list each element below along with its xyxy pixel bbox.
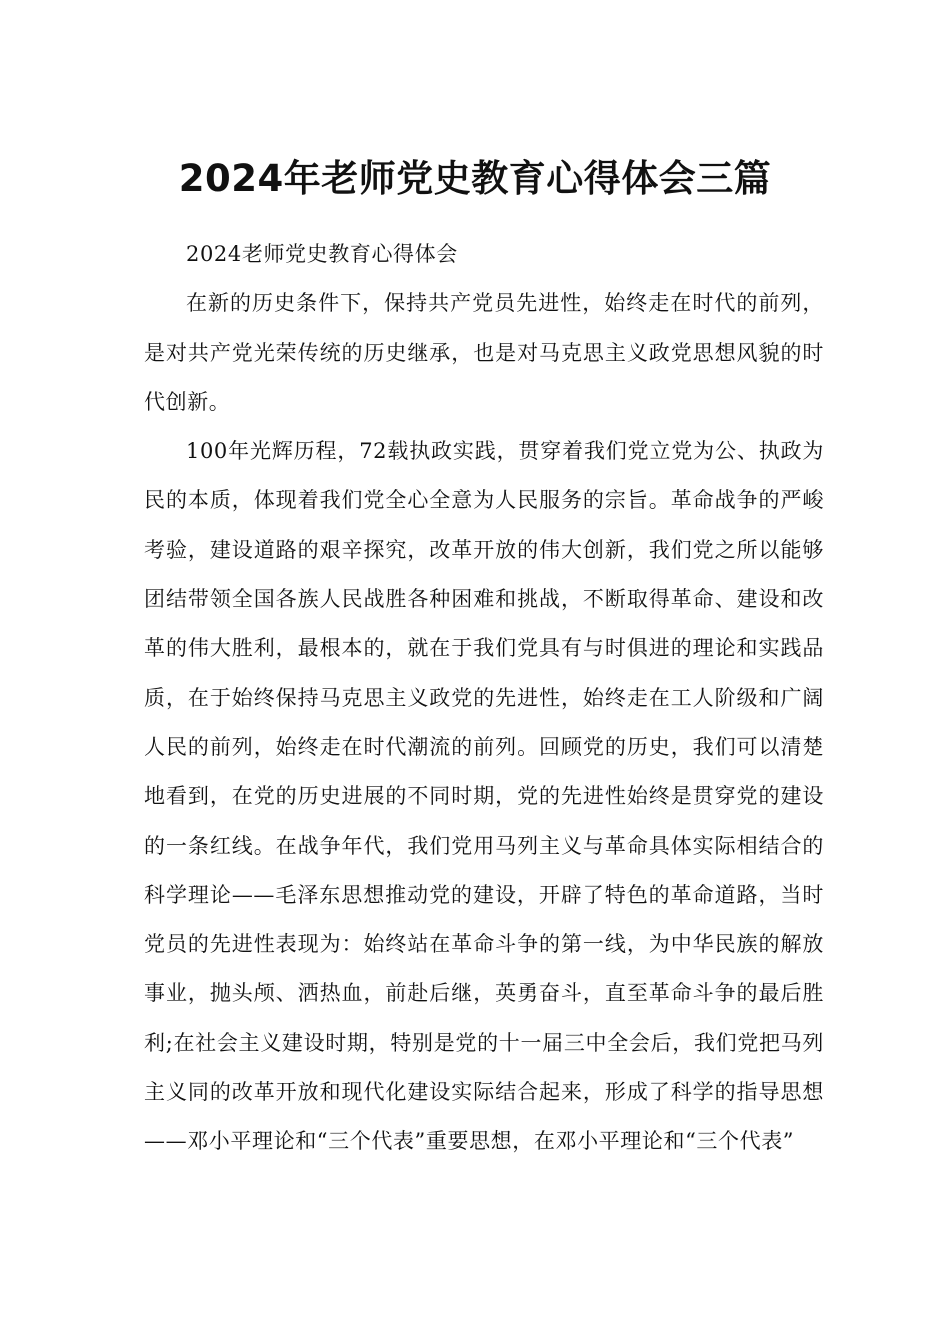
document-body bbox=[144, 230, 824, 1167]
paragraph-1: 在新的历史条件下，保持共产党员先进性，始终走在时代的前列，是对共产党光荣传统的历史继承，也是对马克思主义政党思想风貌的时代创新。 bbox=[144, 291, 824, 414]
document-title: 2024年老师党史教育心得体会三篇 bbox=[178, 156, 772, 200]
section-heading: 2024老师党史教育心得体会 bbox=[186, 242, 458, 266]
paragraph-2: 100年光辉历程，72载执政实践，贯穿着我们党立党为公、执政为民的本质，体现着我们党全心全意为人民服务的宗旨。革命战争的严峻考验，建设道路的艰辛探究，改革开放的伟大创新，我们党之所以能够团结带领全国各族人民战胜各种困难和挑战，不断取得革命、建设和改革的伟大胜利，最根本的，就在于我们党具有与时俱进的理论和实践品质，在于始终保持马克思主义政党的先进性，始终走在工人阶级和广阔人民的前列，始终走在时代潮流的前列。回顾党的历史，我们可以清楚地看到，在党的历史进展的不同时期，党的先进性始终是贯穿党的建设的一条红线。在战争年代，我们党用马列主义与革命具体实际相结合的科学理论——毛泽东思想推动党的建设，开辟了特色的革命道路，当时党员的先进性表现为：始终站在革命斗争的第一线，为中华民族的解放事业，抛头颅、洒热血，前赴后继，英勇奋斗，直至革命斗争的最后胜利;在社会主义建设时期，特别是党的十一届三中全会后，我们党把马列主义同的改革开放和现代化建设实际结合起来，形成了科学的指导思想——邓小平理论和“三个代表”重要思想，在邓小平理论和“三个代表” bbox=[144, 439, 824, 1154]
